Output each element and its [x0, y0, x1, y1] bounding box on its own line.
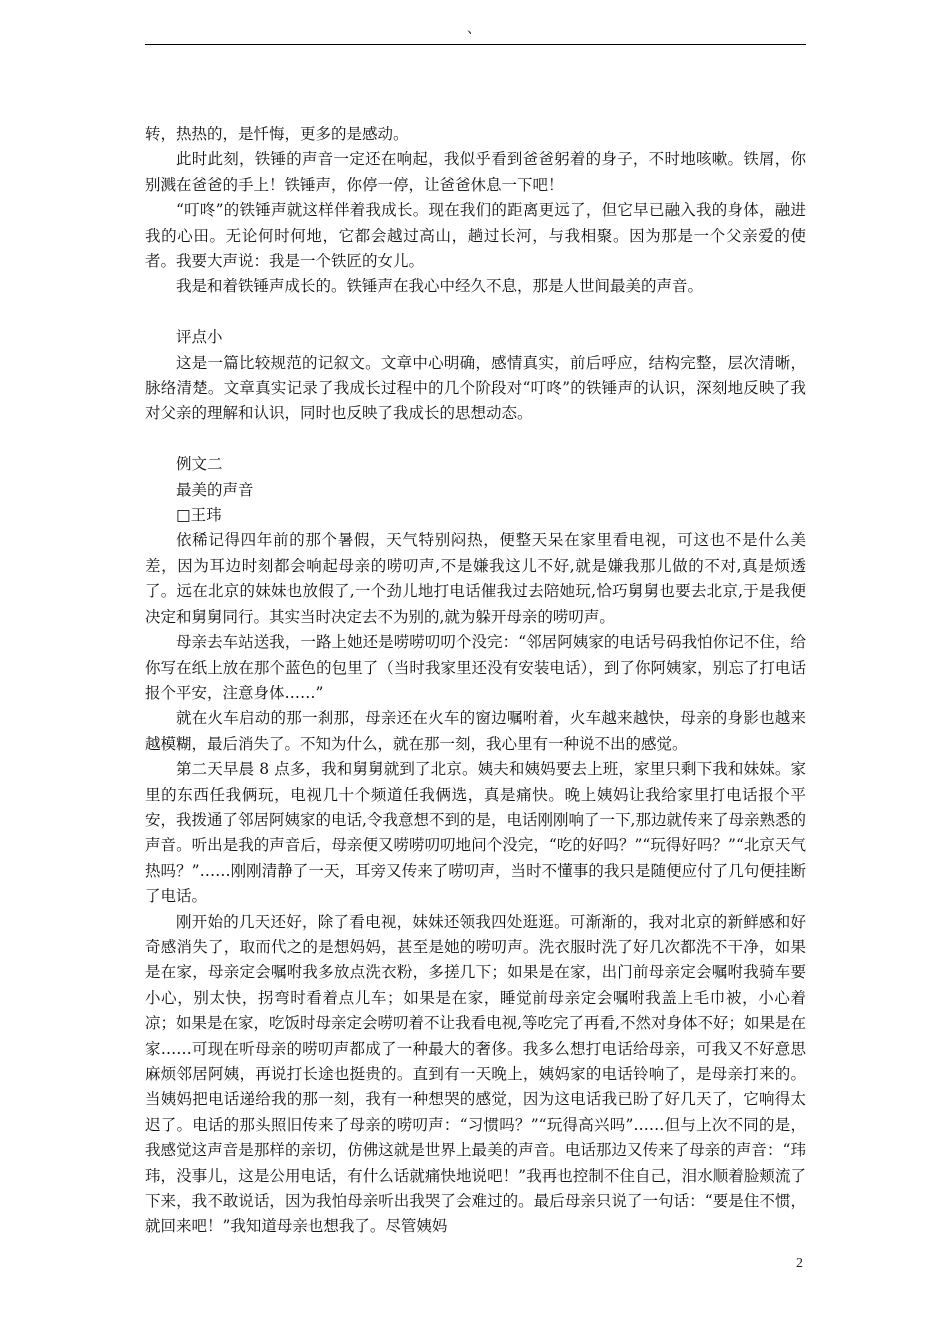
article1-paragraph-0: 转，热热的，是忏悔，更多的是感动。	[145, 125, 409, 143]
comment-heading: 评点小	[176, 328, 223, 347]
article1-paragraph-2: “叮咚”的铁锤声就这样伴着我成长。现在我们的距离更远了，但它早已融入我的身体，融进我的心田。无论何时何地，它都会越过高山，趟过长河，与我相聚。因为那是一个父亲爱的使者。我要大声说：我是一个铁匠的女儿。	[145, 201, 806, 271]
article2-paragraph: 母亲去车站送我，一路上她还是唠唠叨叨个没完：“邻居阿姨家的电话号码我怕你记不住，给你写在纸上放在那个蓝色的包里了（当时我家里还没有安装电话），到了你阿姨家，别忘了打电话报个平安，注意身体……”	[145, 633, 806, 702]
article2-author: □王玮	[176, 506, 222, 525]
header-mark: 、	[467, 21, 481, 37]
header-rule	[145, 44, 806, 45]
article1-paragraph-1: 此时此刻，铁锤的声音一定还在响起，我似乎看到爸爸躬着的身子，不时地咳嗽。铁屑，你别溅在爸爸的手上！铁锤声，你停一停，让爸爸休息一下吧！	[145, 150, 806, 194]
article2-title: 最美的声音	[176, 480, 254, 499]
document-body	[145, 122, 806, 1240]
section-gap	[145, 300, 806, 325]
article1-paragraph-3: 我是和着铁锤声成长的。铁锤声在我心中经久不息，那是人世间最美的声音。	[176, 277, 704, 296]
article2-paragraph: 依稀记得四年前的那个暑假，天气特别闷热，便整天呆在家里看电视，可这也不是什么美差，因为耳边时刻都会响起母亲的唠叨声,不是嫌我这儿不好,就是嫌我那儿做的不对,真是烦透了。远在北京的妹妹也放假了,一个劲儿地打电话催我过去陪她玩,恰巧舅舅也要去北京,于是我便决定和舅舅同行。其实当时决定去不为别的,就为躲开母亲的唠叨声。	[145, 531, 806, 626]
article2-paragraph: 刚开始的几天还好，除了看电视，妹妹还领我四处逛逛。可渐渐的，我对北京的新鲜感和好奇感消失了，取而代之的是想妈妈，甚至是她的唠叨声。洗衣服时洗了好几次都洗不干净，如果是在家，母亲定会嘱咐我多放点洗衣粉，多搓几下；如果是在家，出门前母亲定会嘱咐我骑车要小心，别太快，拐弯时看着点儿车；如果是在家，睡觉前母亲定会嘱咐我盖上毛巾被，小心着凉；如果是在家，吃饭时母亲定会唠叨着不让我看电视,等吃完了再看,不然对身体不好；如果是在家……可现在听母亲的唠叨声都成了一种最大的奢侈。我多么想打电话给母亲，可我又不好意思麻烦邻居阿姨，再说打长途也挺贵的。直到有一天晚上，姨妈家的电话铃响了，是母亲打来的。当姨妈把电话递给我的那一刻，我有一种想哭的感觉，因为这电话我已盼了好几天了，它响得太迟了。电话的那头照旧传来了母亲的唠叨声：“习惯吗？”“玩得高兴吗”……但与上次不同的是，我感觉这声音是那样的亲切，仿佛这就是世界上最美的声音。电话那边又传来了母亲的声音：“玮玮，没事儿，这是公用电话，有什么话就痛快地说吧！”我再也控制不住自己，泪水顺着脸颊流了下来，我不敢说话，因为我怕母亲听出我哭了会难过的。最后母亲只说了一句话：“要是住不惯，就回来吧！”我知道母亲也想我了。尽管姨妈	[145, 912, 806, 1236]
page-number: 2	[796, 1256, 803, 1271]
article2-paragraph: 第二天早晨 8 点多，我和舅舅就到了北京。姨夫和姨妈要去上班，家里只剩下我和妹妹。家里的东西任我俩玩，电视几十个频道任我俩选，真是痛快。晚上姨妈让我给家里打电话报个平安，我拨通了邻居阿姨家的电话,令我意想不到的是，电话刚刚响了一下,那边就传来了母亲熟悉的声音。听出是我的声音后，母亲便又唠唠叨叨地问个没完，“吃的好吗？”“玩得好吗？”“北京天气热吗？”……刚刚清静了一天，耳旁又传来了唠叨声，当时不懂事的我只是随便应付了几句便挂断了电话。	[145, 760, 806, 906]
article2-label: 例文二	[176, 455, 223, 474]
article2-paragraph: 就在火车启动的那一刹那，母亲还在火车的窗边嘱咐着，火车越来越快，母亲的身影也越来越模糊，最后消失了。不知为什么，就在那一刻，我心里有一种说不出的感觉。	[145, 709, 806, 753]
comment-text: 这是一篇比较规范的记叙文。文章中心明确，感情真实，前后呼应，结构完整，层次清晰，脉络清楚。文章真实记录了我成长过程中的几个阶段对“叮咚”的铁锤声的认识，深刻地反映了我对父亲的理解和认识，同时也反映了我成长的思想动态。	[145, 353, 806, 423]
section-gap	[145, 427, 806, 452]
